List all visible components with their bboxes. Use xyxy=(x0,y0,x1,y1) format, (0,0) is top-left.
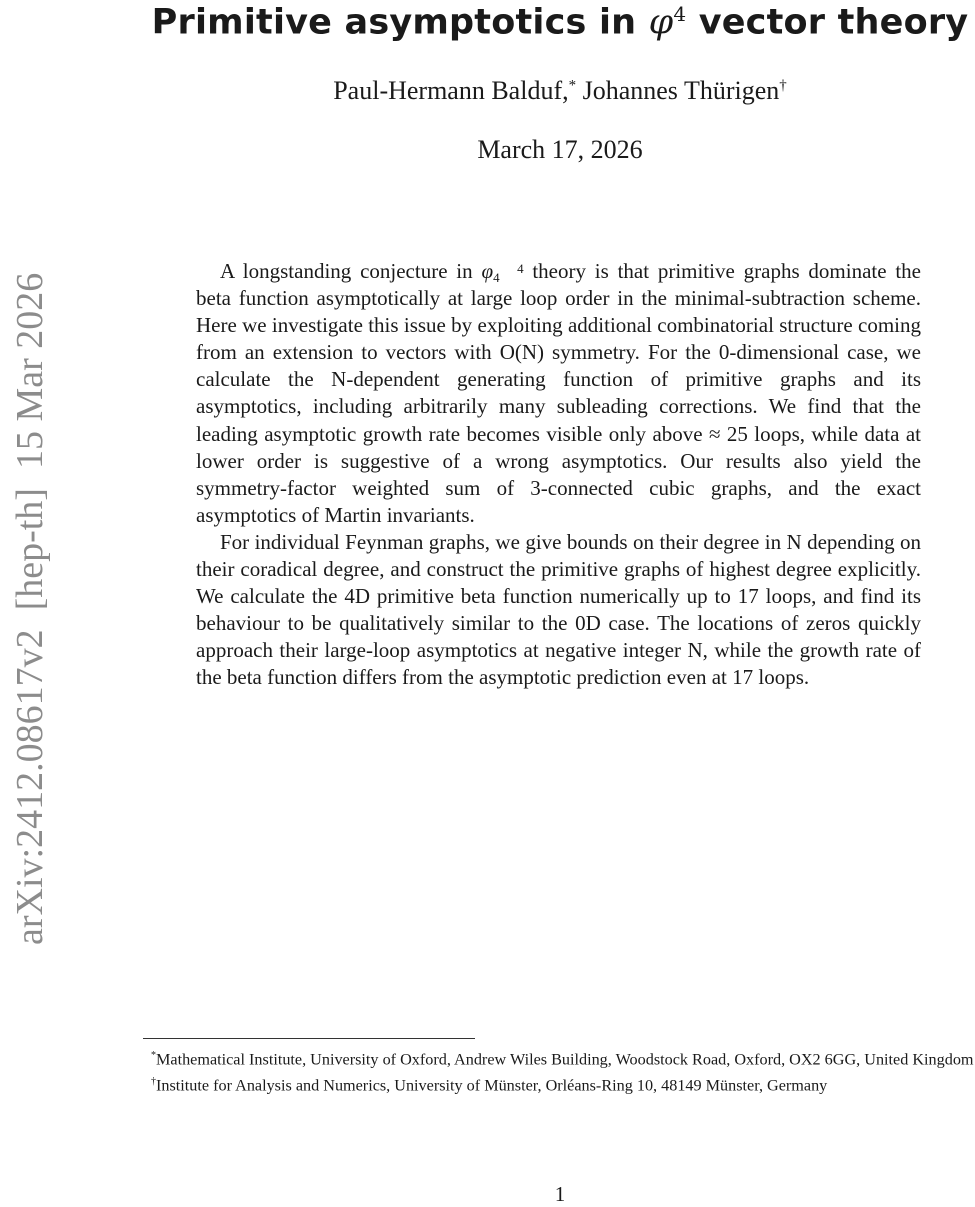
abstract-p1-start: A longstanding conjecture in xyxy=(220,259,482,283)
footnote-1-text: Mathematical Institute, University of Oxford, Andrew Wiles Building, Woodstock Road, Oxford, OX2 6GG, United Kingdom xyxy=(156,1050,974,1069)
footnote-2 xyxy=(151,1071,975,1097)
phi-glyph: φ xyxy=(481,259,494,283)
paper-date: March 17, 2026 xyxy=(477,135,643,164)
arxiv-stamp: arXiv:2412.08617v2 [hep-th] 15 Mar 2026 xyxy=(9,272,51,945)
author-1: Paul-Hermann Balduf, xyxy=(333,76,569,105)
phi-indices xyxy=(493,261,524,285)
footnote-1-mark: * xyxy=(151,1050,156,1061)
phi-sup: 4 xyxy=(517,261,524,276)
author-2: Johannes Thürigen xyxy=(576,76,780,105)
author-2-mark: † xyxy=(779,77,787,94)
footnotes xyxy=(151,1045,975,1097)
abstract-p1-rest: theory is that primitive graphs dominate the beta function asymptotically at large loop order in the minimal-subtraction scheme. Here we investigate this issue by exploiting additional combinatorial structure coming from an extension to vectors with O(N) symmetry. For the 0-dimensional case, we calculate the N-dependent generating function of primitive graphs and its asymptotics, including arbitrarily many subleading corrections. We find that the leading asymptotic growth rate becomes visible only above ≈ 25 loops, while data at lower order is suggestive of a wrong asymptotics. Our results also yield the symmetry-factor weighted sum of 3-connected cubic graphs, and the exact asymptotics of Martin invariants. xyxy=(196,259,921,527)
phi-sub: 4 xyxy=(493,270,500,285)
phi4-symbol xyxy=(481,259,523,283)
abstract xyxy=(196,258,921,692)
title-post: vector theory xyxy=(686,2,969,43)
footnote-1 xyxy=(151,1045,975,1071)
footnote-2-text: Institute for Analysis and Numerics, University of Münster, Orléans-Ring 10, 48149 Münster, Germany xyxy=(156,1076,828,1095)
paper-title xyxy=(150,2,970,43)
title-pre: Primitive asymptotics in xyxy=(151,2,649,43)
footnote-divider xyxy=(143,1038,475,1039)
authors xyxy=(200,76,920,106)
title-exponent: 4 xyxy=(673,2,687,26)
page-number: 1 xyxy=(554,1182,566,1206)
title-phi: φ xyxy=(648,2,674,43)
footnote-2-mark: † xyxy=(151,1075,156,1087)
author-1-mark: * xyxy=(568,77,577,94)
abstract-paragraph-1 xyxy=(196,258,921,529)
abstract-paragraph-2: For individual Feynman graphs, we give bounds on their degree in N depending on their coradical degree, and construct the primitive graphs of highest degree explicitly. We calculate the 4D primitive beta function numerically up to 17 loops, and find its behaviour to be qualitatively similar to the 0D case. The locations of zeros quickly approach their large-loop asymptotics at negative integer N, while the growth rate of the beta function differs from the asymptotic prediction even at 17 loops. xyxy=(196,529,921,690)
